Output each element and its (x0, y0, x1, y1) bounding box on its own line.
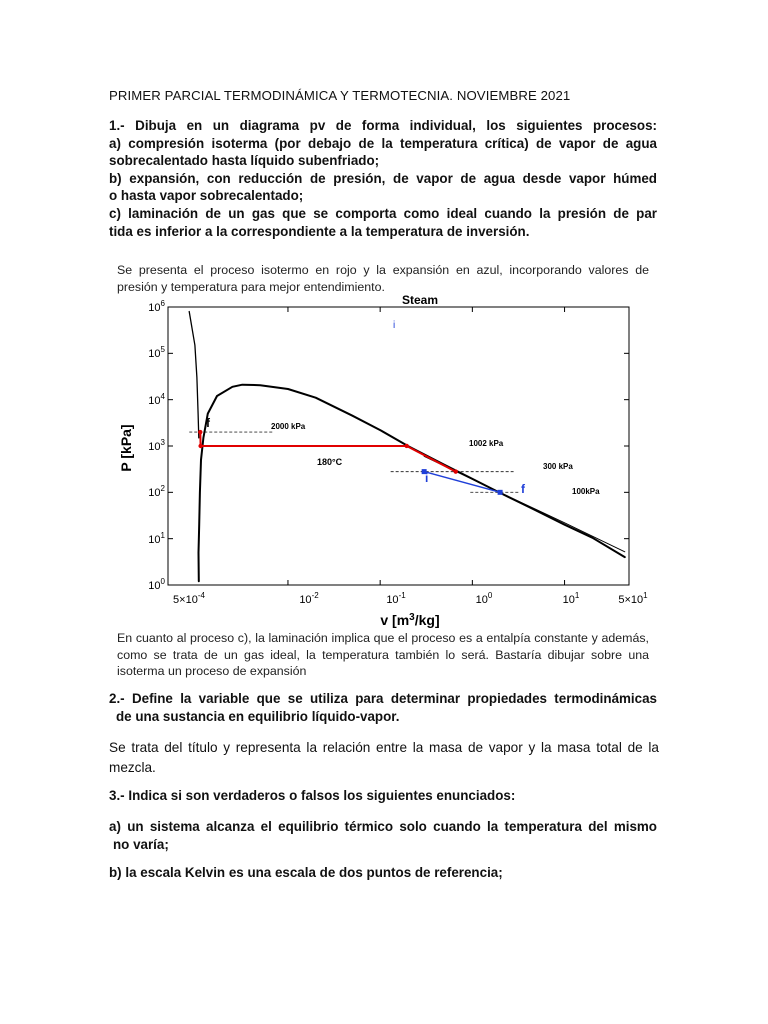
question-1-line: c) laminación de un gas que se comporta como ideal cuando la presión de par (109, 205, 657, 221)
point-i-blue: i (425, 471, 429, 485)
y-tick-label: $10^0$ (148, 577, 165, 592)
red-state-point (198, 444, 202, 448)
answer-2-line: Se trata del título y representa la relación entre la masa de vapor y la masa total de la (109, 740, 659, 755)
question-3-line: 3.- Indica si son verdaderos o falsos los siguientes enunciados: (109, 788, 516, 803)
y-tick-label: $10^3$ (148, 438, 165, 453)
answer-2 (109, 738, 659, 778)
x-tick-label: $5\times 10^{-4}$ (173, 591, 205, 606)
x-tick-label: $10^1$ (562, 591, 580, 606)
stray-i-mark: i (393, 320, 396, 331)
caption-line: como se trata de un gas ideal, la temperatura también lo será. Bastaría dibujar sobre una (117, 647, 649, 662)
isobar-label-2000: 2000 kPa (271, 422, 306, 431)
question-1-line: a) compresión isoterma (por debajo de la temperatura crítica) de vapor de agua (109, 135, 657, 151)
temperature-label: 180°C (317, 457, 343, 467)
saturation-dome-curve (199, 385, 625, 582)
x-tick-label: $5\times 10^1$ (618, 591, 648, 606)
question-1-line: 1.- Dibuja en un diagrama pv de forma individual, los siguientes procesos: (109, 118, 657, 133)
x-tick-label: $10^{-2}$ (299, 591, 319, 606)
chart-title: Steam (401, 293, 439, 307)
statement-3a (109, 818, 657, 853)
isobar-label-100: 100kPa (572, 487, 600, 496)
caption-line: isoterma un proceso de expansión (117, 664, 307, 678)
question-1 (109, 117, 657, 240)
figure-caption-top (117, 262, 649, 295)
question-2-line: de una sustancia en equilibrio líquido-vapor. (116, 708, 400, 724)
statement-3a-line: a) un sistema alcanza el equilibrio térmico solo cuando la temperatura del mismo (109, 819, 657, 834)
statement-3b (109, 864, 657, 882)
x-tick-label: $10^0$ (475, 591, 493, 606)
y-tick-label: $10^1$ (148, 531, 165, 546)
question-1-line: sobrecalentado hasta líquido subenfriado; (109, 153, 380, 169)
question-2 (109, 690, 657, 725)
question-2-line: 2.- Define la variable que se utiliza para determinar propiedades termodinámicas (109, 691, 657, 706)
point-f-red: f (206, 416, 210, 430)
caption-line: En cuanto al proceso c), la laminación implica que el proceso es a entalpía constante y además, (117, 631, 649, 645)
liquid-line-curve (189, 312, 199, 438)
red-state-point (454, 469, 458, 473)
answer-2-line: mezcla. (109, 760, 156, 775)
isobar-label-1002: 1002 kPa (469, 439, 504, 448)
blue-state-point (498, 490, 503, 495)
x-tick-label: $10^{-1}$ (386, 591, 406, 606)
red-state-point (198, 430, 202, 434)
y-tick-label: $10^2$ (148, 484, 165, 499)
question-1-line: b) expansión, con reducción de presión, de vapor de agua desde vapor húmed (109, 170, 657, 186)
caption-line: presión y temperatura para mejor entendimiento. (117, 279, 385, 294)
caption-line: Se presenta el proceso isotermo en rojo y la expansión en azul, incorporando valores de (117, 263, 649, 277)
y-tick-label: $10^5$ (148, 345, 165, 360)
question-3 (109, 787, 657, 805)
x-axis-label: v $[m^3/kg]$ (380, 612, 440, 628)
statement-3a-line: no varía; (113, 836, 169, 852)
chart-markers (198, 430, 503, 495)
exam-header: PRIMER PARCIAL TERMODINÁMICA Y TERMOTECNIA. NOVIEMBRE 2021 (109, 88, 571, 103)
y-tick-label: $10^6$ (148, 299, 165, 314)
question-1-line: o hasta vapor sobrecalentado; (109, 188, 304, 204)
question-1-line: tida es inferior a la correspondiente a la temperatura de inversión. (109, 223, 530, 239)
figure-caption-bottom (117, 630, 649, 680)
red-state-point (404, 444, 408, 448)
point-f-blue: f (521, 482, 525, 496)
statement-3b-line: b) la escala Kelvin es una escala de dos puntos de referencia; (109, 865, 503, 880)
pv-steam-chart (109, 292, 654, 632)
y-tick-label: $10^4$ (148, 392, 165, 407)
y-axis-label: P [kPa] (118, 424, 134, 472)
isobar-label-300: 300 kPa (543, 462, 573, 471)
